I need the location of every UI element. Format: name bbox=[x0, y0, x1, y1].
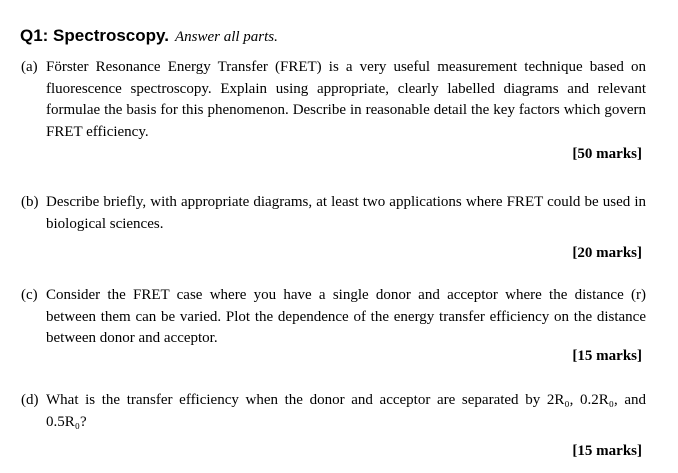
part-d bbox=[21, 390, 646, 433]
part-d-label: (d) bbox=[21, 392, 39, 408]
part-b-text: Describe briefly, with appropriate diagrams, at least two applications where FRET could be used in biological sciences. bbox=[46, 194, 646, 232]
part-a-text: Förster Resonance Energy Transfer (FRET) is a very useful measurement technique based on fluorescence spectroscopy. Explain using appropriate, clearly labelled diagrams and relevant formulae the basis for this phenomenon. Describe in reasonable detail the key factors which govern FRET efficiency. bbox=[46, 59, 646, 140]
part-b bbox=[21, 192, 646, 235]
question-heading bbox=[20, 26, 278, 46]
part-a-label: (a) bbox=[21, 59, 38, 75]
part-d-marks: [15 marks] bbox=[572, 443, 642, 459]
part-b-label: (b) bbox=[21, 194, 39, 210]
part-a bbox=[21, 57, 646, 143]
part-a-marks: [50 marks] bbox=[572, 146, 642, 162]
part-b-marks: [20 marks] bbox=[572, 245, 642, 261]
part-c-text: Consider the FRET case where you have a single donor and acceptor where the distance (r) between them can be varied. Plot the dependence of the energy transfer efficiency on the distance between donor and acceptor. bbox=[46, 287, 646, 346]
part-c bbox=[21, 285, 646, 350]
question-instruction: Answer all parts. bbox=[174, 29, 278, 45]
part-c-label: (c) bbox=[21, 287, 38, 303]
part-c-marks: [15 marks] bbox=[572, 348, 642, 364]
question-title: Q1: Spectroscopy. bbox=[20, 26, 169, 45]
part-d-text: What is the transfer efficiency when the donor and acceptor are separated by 2R₀, 0.2R₀, and 0.5R₀? bbox=[46, 392, 646, 430]
